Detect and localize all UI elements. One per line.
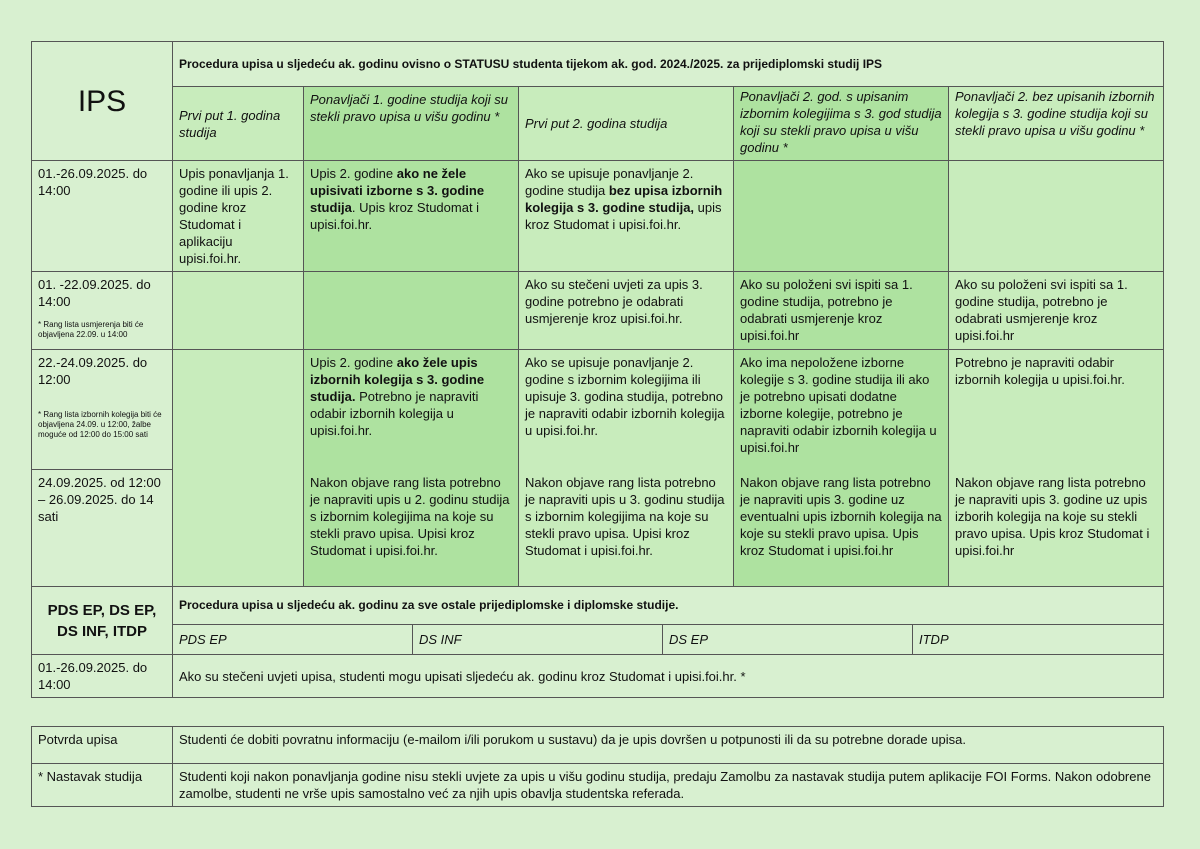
row2-date: 01. -22.09.2025. do 14:00 * Rang lista usmjerenja biti će objavljena 22.09. u 14:00 [32,272,173,350]
other-col-1: PDS EP [173,625,413,655]
other-date: 01.-26.09.2025. do 14:00 [32,655,173,698]
row3-col1 [173,350,304,597]
confirm-text: Studenti će dobiti povratnu informaciju (e-mailom i/ili porukom u sustavu) da je upis dovršen u potpunosti ili da su potrebne dorade upisa. [173,727,1164,764]
other-studies-table [31,586,1164,698]
other-text: Ako su stečeni uvjeti upisa, studenti mogu upisati sljedeću ak. godinu kroz Studomat i upisi.foi.hr. * [173,655,1164,698]
continue-text: Studenti koji nakon ponavljanja godine nisu stekli uvjete za upis u višu godinu studija, predaju Zamolbu za nastavak studija putem aplikacije FOI Forms. Nakon odobrene zamolbe, studenti ne vrše upis samostalno već za njih upis obavlja studentska referada. [173,764,1164,807]
other-label: PDS EP, DS EP, DS INF, ITDP [32,587,173,655]
row2-col4: Ako su položeni svi ispiti sa 1. godine studija, potrebno je odabrati usmjerenje kroz upisi.foi.hr [734,272,949,350]
ips-label: IPS [32,42,173,161]
row3-date: 22.-24.09.2025. do 12:00 * Rang lista izbornih kolegija biti će objavljena 24.09. u 12:00, žalbe moguće od 12:00 do 15:00 sati [32,350,173,470]
col-header-2: Ponavljači 1. godine studija koji su stekli pravo upisa u višu godinu * [304,87,519,161]
other-col-4: ITDP [913,625,1164,655]
footer-table [31,726,1164,807]
row3-col5: Potrebno je napraviti odabir izbornih kolegija u upisi.foi.hr. [949,350,1164,470]
row3-col2: Upis 2. godine ako žele upis izbornih kolegija s 3. godine studija. Potrebno je napraviti odabir izbornih kolegija u upisi.foi.hr. [304,350,519,470]
row4-col4: Nakon objave rang lista potrebno je napraviti upis 3. godine uz eventualni upis izbornih kolegija na koje su stekli pravo upisa. Upis kroz Studomat i upisi.foi.hr [734,470,949,597]
other-title: Procedura upisa u sljedeću ak. godinu za sve ostale prijediplomske i diplomske studije. [173,587,1164,625]
col-header-5: Ponavljači 2. bez upisanih izbornih kolegija s 3. godine studija koji su stekli pravo upisa u višu godinu * [949,87,1164,161]
row1-col5 [949,161,1164,272]
other-col-3: DS EP [663,625,913,655]
ips-title: Procedura upisa u sljedeću ak. godinu ovisno o STATUSU studenta tijekom ak. god. 2024./2025. za prijediplomski studij IPS [173,42,1164,87]
row2-note: * Rang lista usmjerenja biti će objavljena 22.09. u 14:00 [38,320,144,339]
row3-col4: Ako ima nepoložene izborne kolegije s 3. godine studija ili ako je potrebno upisati dodatne izborne kolegije, potrebno je napraviti odabir izbornih kolegija u upisi.foi.hr [734,350,949,470]
row3-col3: Ako se upisuje ponavljanje 2. godine s izbornim kolegijima ili upisuje 3. godina studija, potrebno je napraviti odabir izbornih kolegija u upisi.foi.hr. [519,350,734,470]
row4-col5: Nakon objave rang lista potrebno je napraviti upis 3. godine uz upis izborih kolegija na koje su stekli pravo upisa. Upis kroz Studomat i upisi.foi.hr [949,470,1164,597]
row2-col2 [304,272,519,350]
row4-col3: Nakon objave rang lista potrebno je napraviti upis u 3. godinu studija s izbornim kolegijima na koje su stekli pravo upisa. Upisi kroz Studomat i upisi.foi.hr. [519,470,734,597]
row2-col5: Ako su položeni svi ispiti sa 1. godine studija, potrebno je odabrati usmjerenje kroz upisi.foi.hr [949,272,1164,350]
row1-col2: Upis 2. godine ako ne žele upisivati izborne s 3. godine studija. Upis kroz Studomat i upisi.foi.hr. [304,161,519,272]
row4-date: 24.09.2025. od 12:00 – 26.09.2025. do 14 sati [32,470,173,597]
continue-label: * Nastavak studija [32,764,173,807]
row3-note: * Rang lista izbornih kolegija biti će objavljena 24.09. u 12:00, žalbe moguće od 12:00 do 15:00 sati [38,410,162,439]
col-header-1: Prvi put 1. godina studija [173,87,304,161]
row1-col1: Upis ponavljanja 1. godine ili upis 2. godine kroz Studomat i aplikaciju upisi.foi.hr. [173,161,304,272]
row1-col4 [734,161,949,272]
row4-col2: Nakon objave rang lista potrebno je napraviti upis u 2. godinu studija s izbornim kolegijima na koje su stekli pravo upisa. Upisi kroz Studomat i upisi.foi.hr. [304,470,519,597]
row1-col3: Ako se upisuje ponavljanje 2. godine studija bez upisa izbornih kolegija s 3. godine studija, upis kroz Studomat i upisi.foi.hr. [519,161,734,272]
row2-col3: Ako su stečeni uvjeti za upis 3. godine potrebno je odabrati usmjerenje kroz upisi.foi.hr. [519,272,734,350]
confirm-label: Potvrda upisa [32,727,173,764]
col-header-3: Prvi put 2. godina studija [519,87,734,161]
row1-date: 01.-26.09.2025. do 14:00 [32,161,173,272]
row2-col1 [173,272,304,350]
other-col-2: DS INF [413,625,663,655]
enrollment-table [31,41,1164,597]
col-header-4: Ponavljači 2. god. s upisanim izbornim kolegijima s 3. god studija koji su stekli pravo upisa u višu godinu * [734,87,949,161]
